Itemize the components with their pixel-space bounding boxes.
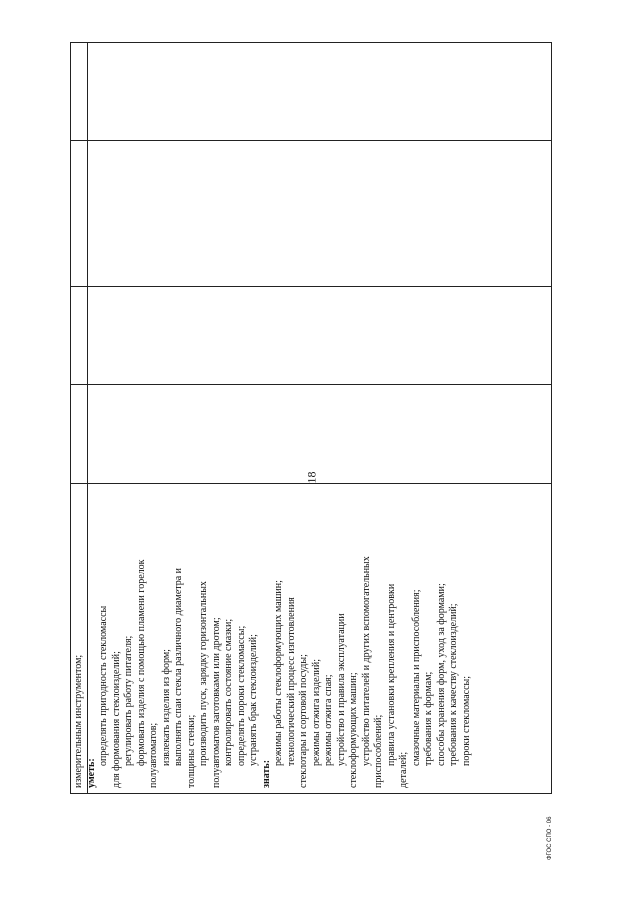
cell-line: деталей; [398,751,409,788]
cell-line: устранять брак стеклоизделий; [248,634,259,766]
cell-line: извлекать изделия из форм; [160,649,172,766]
cell-line: уметь: [85,758,97,788]
cell-line: толщины стенки; [185,714,197,788]
cell-line: режимы отжига изделий; [310,658,322,766]
cell-line: требования к качеству стеклоизделий; [448,603,459,766]
cell-line: приспособлений; [373,714,384,788]
competency-cell [70,483,552,794]
page-number: 18 [304,471,319,484]
cell-line: знать: [260,759,272,788]
cell-line: способы хранения форм, уход за формами; [435,583,447,766]
cell-line: режимы отжига спая; [323,674,334,766]
cell-line: полуавтоматов заготовками или дротом; [210,617,222,788]
cell-line: устройство питателей и других вспомогательных [360,556,372,766]
cell-line: формовать изделия с помощью пламени горелок [135,559,147,766]
footer-code: ФГОС СПО - 06 [547,816,553,860]
cell-line: стеклоформующих машин; [348,672,359,788]
cell-line: измерительным инструментом; [73,654,84,788]
cell-line: производить пуск, зарядку горизонтальных [198,581,209,766]
cell-line: определять пороки стекломассы; [235,625,247,766]
table-row-divider [70,384,552,385]
cell-line: режимы работы стеклоформующих машин; [273,580,284,766]
cell-line: регулировать работу питателя; [123,635,134,766]
cell-line: контролировать состояние смазки; [223,618,234,766]
table-row-divider [70,286,552,287]
cell-line: для формования стеклоизделий; [110,651,122,788]
cell-line: определять пригодность стекломассы [98,605,109,766]
cell-line: технологический процесс изготовления [285,597,297,766]
cell-line: правила установки крепления и центровки [385,583,397,766]
cell-line: выполнять спаи стекла различного диаметра и [173,567,184,766]
table-row-divider [70,140,552,141]
cell-line: полуавтоматов; [148,722,159,788]
cell-line: стеклотары и сортовой посуды; [298,654,309,788]
cell-line: устройство и правила эксплуатации [335,613,347,766]
cell-line: смазочные материалы и приспособления; [410,589,422,766]
cell-line: пороки стекломассы; [460,675,472,766]
cell-line: требования к формам; [423,671,434,766]
